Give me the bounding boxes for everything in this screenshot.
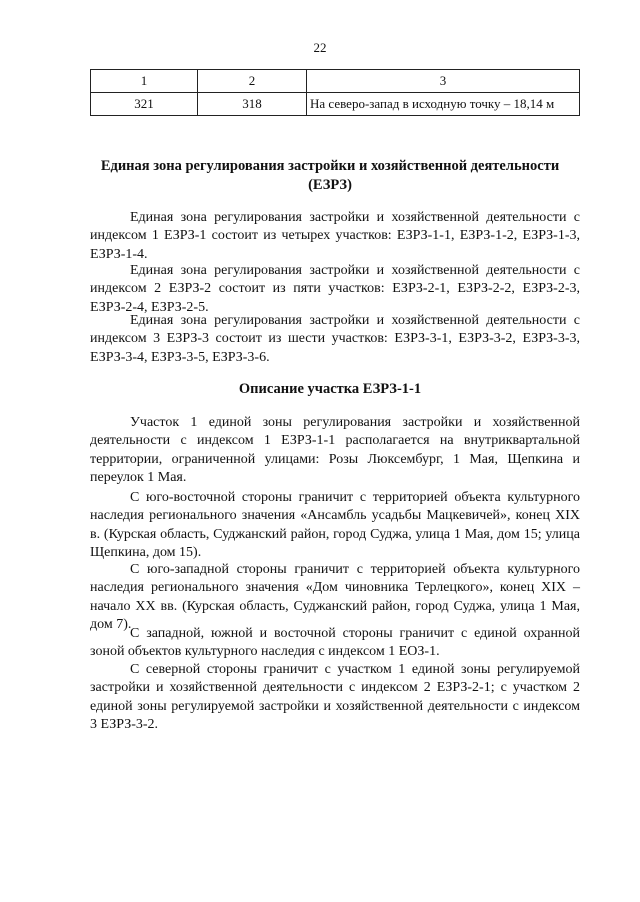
paragraph: Единая зона регулирования застройки и хозяйственной деятельности с индексом 1 ЕЗРЗ-1 состоит из четырех участков: ЕЗРЗ-1-1, ЕЗРЗ-1-2, ЕЗРЗ-1-3, ЕЗРЗ-1-4.: [90, 210, 580, 262]
paragraph: С западной, южной и восточной стороны граничит с единой охранной зоной объектов культурного наследия с индексом 1 ЕОЗ-1.: [90, 626, 580, 660]
section-heading-ezrz: [80, 157, 580, 195]
paragraph: Участок 1 единой зоны регулирования застройки и хозяйственной деятельности с индексом 1 ЕЗРЗ-1-1 располагается на внутриквартальной территории, ограниченной улицами: Розы Люксембург, 1 Мая, Щепкина и переулок 1 Мая.: [90, 415, 580, 485]
paragraph: Единая зона регулирования застройки и хозяйственной деятельности с индексом 2 ЕЗРЗ-2 состоит из пяти участков: ЕЗРЗ-2-1, ЕЗРЗ-2-2, ЕЗРЗ-2-3, ЕЗРЗ-2-4, ЕЗРЗ-2-5.: [90, 263, 580, 315]
paragraph: Единая зона регулирования застройки и хозяйственной деятельности с индексом 3 ЕЗРЗ-3 состоит из шести участков: ЕЗРЗ-3-1, ЕЗРЗ-3-2, ЕЗРЗ-3-3, ЕЗРЗ-3-4, ЕЗРЗ-3-5, ЕЗРЗ-3-6.: [90, 313, 580, 365]
table-header-cell: 2: [198, 70, 307, 93]
table-cell: На северо-запад в исходную точку – 18,14 м: [307, 93, 580, 116]
paragraph: С северной стороны граничит с участком 1 единой зоны регулируемой застройки и хозяйственной деятельности с индексом 2 ЕЗРЗ-2-1; с участком 2 единой зоны регулируемой застройки и хозяйственной деятельности с индексом 3 ЕЗРЗ-3-2.: [90, 662, 580, 732]
table-row: [91, 93, 580, 116]
table-header-cell: 1: [91, 70, 198, 93]
table-cell: 318: [198, 93, 307, 116]
table-header-cell: 3: [307, 70, 580, 93]
page-number: 22: [313, 40, 327, 55]
table-cell: 321: [91, 93, 198, 116]
table-header-row: [91, 70, 580, 93]
section-heading-plot: Описание участка ЕЗРЗ-1-1: [238, 381, 422, 397]
paragraph: С юго-восточной стороны граничит с территорией объекта культурного наследия регионального значения «Ансамбль усадьбы Мацкевичей», конец XIX в. (Курская область, Суджанский район, город Суджа, улица 1 Мая, дом 15; улица Щепкина, дом 15).: [90, 490, 580, 560]
paragraph: С юго-западной стороны граничит с территорией объекта культурного наследия регионального значения «Дом чиновника Терлецкого», конец XIX – начало XX вв. (Курская область, Суджанский район, город Суджа, улица 1 Мая, дом 7).: [90, 562, 580, 632]
coordinates-table: [90, 69, 580, 116]
heading-line: (ЕЗРЗ): [308, 177, 352, 193]
heading-line: Единая зона регулирования застройки и хозяйственной деятельности: [100, 158, 560, 174]
